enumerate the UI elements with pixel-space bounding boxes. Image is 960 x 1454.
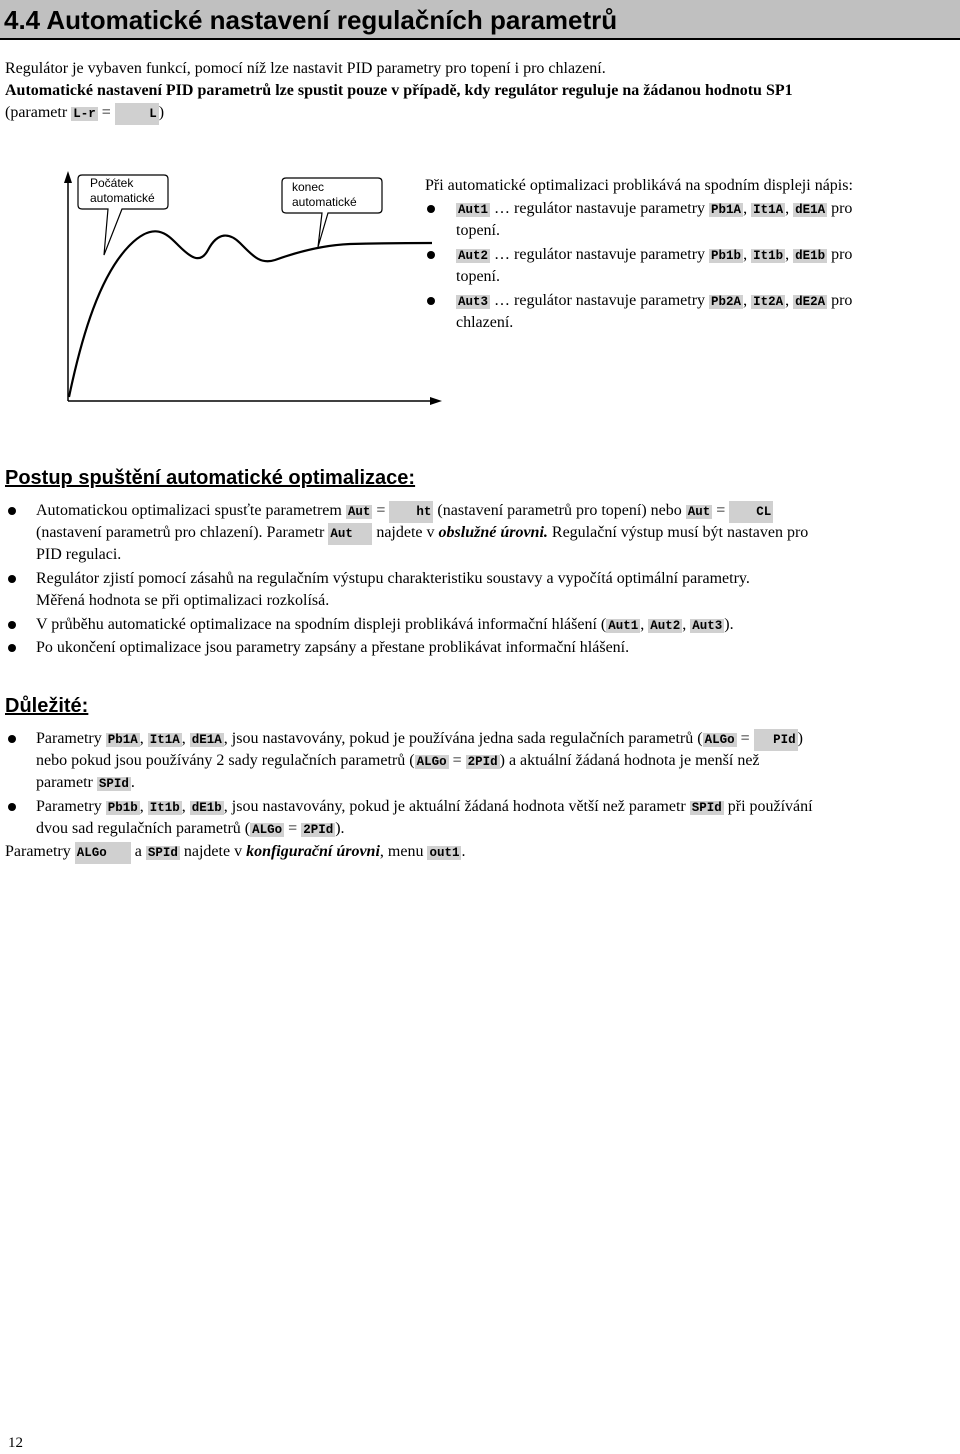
side-item-3: Aut3 … regulátor nastavuje parametry Pb2A , It2A , dE2A pro [458,292,853,309]
dulezite-title: Důležité: [5,695,89,717]
postup-title: Postup spuštění automatické optimalizace: [5,467,416,489]
side-item-1: Aut1 … regulátor nastavuje parametry Pb1A , It1A , dE1A pro [458,200,853,217]
dulezite-b1-line-3: parametr SPId . [36,774,135,791]
postup-b4: Po ukončení optimalizace jsou parametry zapsány a přestane problikávat informační hlášení. [36,639,630,656]
postup-b1-line-2: (nastavení parametrů pro chlazení). Parametr Aut najdete v obslužné úrovni. Regulační výstup musí být nastaven pro [36,522,808,545]
bullet-icon [427,251,435,259]
postup-b2-line-2: Měřená hodnota se při optimalizaci rozkolísá. [36,592,330,609]
end-label-1: konec [292,180,325,194]
param-code: L-r [73,107,96,121]
dulezite-b2-line-2: dvou sad regulačních parametrů ( ALGo = 2PId ). [36,820,345,837]
bullet-icon [8,507,16,515]
bullet-icon [8,621,16,629]
bullet-icon [8,735,16,743]
end-label-2: automatické [292,195,357,209]
bullet-icon [427,297,435,305]
side-item-1-line-2: topení. [456,222,500,239]
dulezite-b2-line-1: Parametry Pb1b , It1b , dE1b , jsou nastavovány, pokud je aktuální žádaná hodnota větší než parametr SPId při používání [36,798,813,815]
postup-b1-line-3: PID regulaci. [36,546,122,563]
process-curve [69,231,432,397]
postup-b3: V průběhu automatické optimalizace na spodním displeji problikává informační hlášení ( Aut1 , Aut2 , Aut3 ). [36,616,734,633]
param-code: L [115,103,159,125]
bullet-icon [8,803,16,811]
side-intro: Při automatické optimalizaci problikává na spodním displeji nápis: [425,177,853,194]
side-item-3-line-2: chlazení. [456,314,514,331]
side-item-2: Aut2 … regulátor nastavuje parametry Pb1b , It1b , dE1b pro [458,246,853,263]
side-item-2-line-2: topení. [456,268,500,285]
start-label-2: automatické [90,191,155,205]
page-number: 12 [8,1435,23,1451]
bullet-icon [427,205,435,213]
dulezite-last-line: Parametry ALGo a SPId najdete v konfigurační úrovni, menu out1 . [5,841,465,864]
autotune-diagram [60,165,460,405]
x-axis-arrow-icon [430,397,442,405]
start-label-1: Počátek [90,176,134,190]
y-axis-arrow-icon [64,171,72,183]
bullet-icon [8,644,16,652]
intro-line-3: (parametr L-r = L ) [5,102,164,125]
section-heading: 4.4 Automatické nastavení regulačních parametrů [0,0,960,40]
intro-line-1: Regulátor je vybaven funkcí, pomocí níž lze nastavit PID parametry pro topení i pro chlazení. [5,60,606,77]
intro-line-2: Automatické nastavení PID parametrů lze spustit pouze v případě, kdy regulátor reguluje na žádanou hodnotu SP1 [5,82,793,99]
dulezite-b1-line-1: Parametry Pb1A , It1A , dE1A , jsou nastavovány, pokud je používána jedna sada regulačních parametrů ( ALGo = PId ) [36,728,803,751]
postup-b2-line-1: Regulátor zjistí pomocí zásahů na regulačním výstupu charakteristiku soustavy a vypočítá optimální parametry. [36,570,750,587]
dulezite-b1-line-2: nebo pokud jsou používány 2 sady regulačních parametrů ( ALGo = 2PId ) a aktuální žádaná hodnota je menší než [36,752,760,769]
postup-b1-line-1: Automatickou optimalizaci spusťte parametrem Aut = ht (nastavení parametrů pro topení) nebo Aut = CL [36,500,773,523]
bullet-icon [8,575,16,583]
